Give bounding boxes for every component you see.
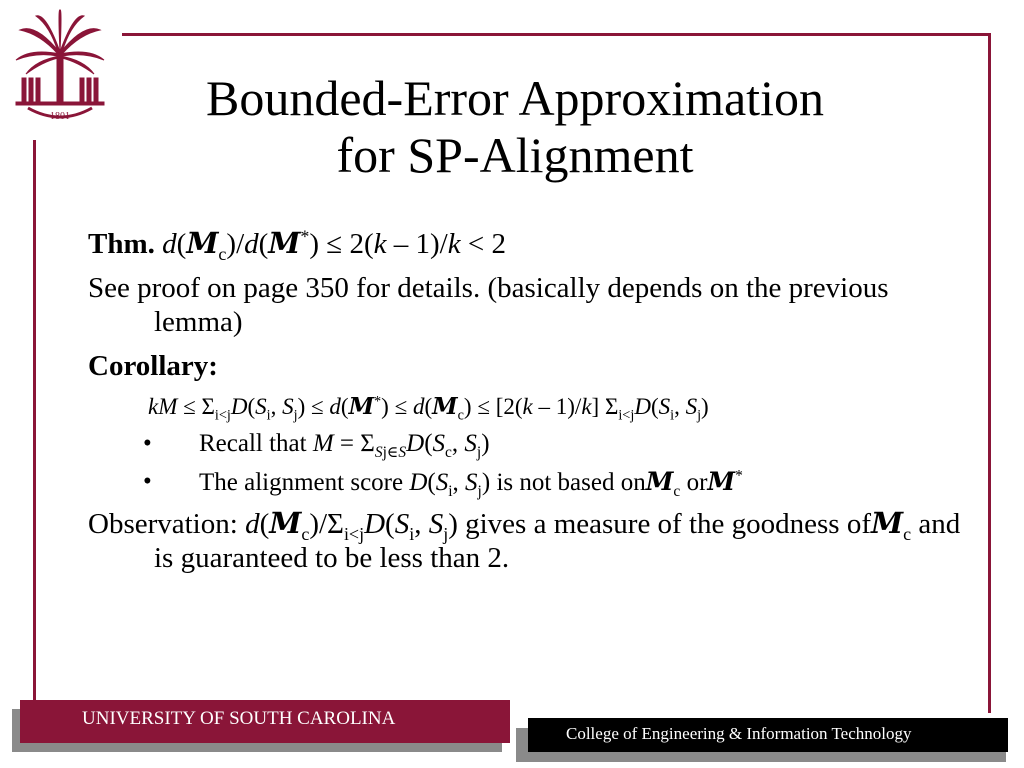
observation-text-a: gives a measure of the goodness of — [457, 508, 871, 540]
alignment-text-a: The alignment score — [199, 469, 410, 496]
slide-title — [110, 70, 920, 184]
theorem-line: Thm. $d(M_c)/d(M^*) \le 2(k - 1)/k < 2$ — [88, 226, 506, 264]
slide-frame-right — [988, 33, 991, 713]
slide-frame-top — [122, 33, 991, 36]
alignment-text-b: is not based on — [490, 469, 646, 496]
thm-k: k — [373, 228, 387, 260]
superscript-star: * — [300, 226, 310, 247]
thm-middle: – 1)/ — [386, 228, 448, 260]
bullet-dot: • — [143, 468, 152, 495]
observation-label: Observation: — [88, 508, 246, 540]
corollary-formula: kM ≤ $\Sigma_{i<j}D(S_i$, $S_j) \le d(M^*) \le d(M_c) \le [2(k - 1)/k]$ $\Sigma_{i<j}D(S_i$, $S_j$) — [148, 393, 709, 424]
thm-d-2: d — [244, 228, 259, 260]
slide-body — [88, 226, 968, 585]
thm-inequality: ) ≤ 2( — [309, 228, 374, 260]
footer-university-banner — [20, 700, 510, 743]
script-m-star-symbol: M — [268, 226, 301, 260]
script-m-symbol: M — [186, 226, 219, 260]
footer-university-name: UNIVERSITY OF SOUTH CAROLINA — [82, 708, 396, 729]
see-proof-paragraph: See proof on page 350 for details. (basically depends on the previous lemma) — [88, 272, 889, 338]
subscript-c: c — [218, 243, 227, 264]
footer-college-banner — [528, 718, 1008, 752]
thm-label: Thm. — [88, 228, 155, 260]
bullet-alignment-score: • The alignment score $D(S_i$, $S_j$) is not based onM$_c$ orM* — [143, 467, 743, 500]
thm-k-2: k — [447, 228, 461, 260]
thm-end: < 2 — [460, 228, 506, 260]
footer-college-name: College of Engineering & Information Technology — [566, 724, 912, 743]
palmetto-tree-icon — [6, 8, 114, 126]
observation-text-b: and is guaranteed to be less than 2. — [154, 508, 961, 574]
corollary-heading — [88, 349, 968, 383]
bullet-recall: • Recall that $M = \Sigma_{Sj\in S}D(S_c$, $S_j$) — [143, 430, 490, 461]
alignment-text-c: or — [680, 469, 708, 496]
recall-text: Recall that — [199, 430, 313, 457]
corollary-label: Corollary: — [88, 350, 218, 382]
university-logo — [6, 8, 114, 126]
slide-frame-left — [33, 140, 36, 700]
title-line-2: for SP-Alignment — [336, 127, 694, 183]
observation-paragraph: Observation: $d(M_c)/\Sigma_{i<j}D(S_i$, $S_j$) gives a measure of the goodness ofM$_c$ and is guaranteed to be less than 2. — [88, 506, 961, 574]
title-line-1: Bounded-Error Approximation — [206, 70, 824, 126]
thm-d: d — [162, 228, 177, 260]
bullet-dot: • — [143, 430, 152, 457]
logo-year: 1801 — [50, 111, 70, 122]
